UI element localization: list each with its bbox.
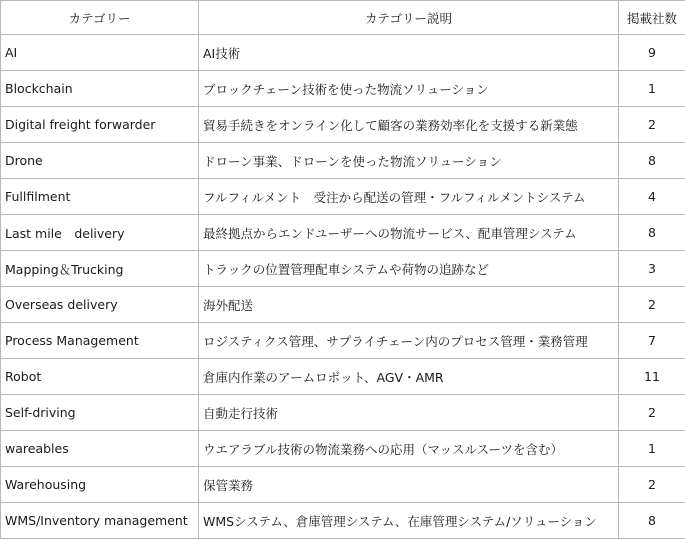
- category-cell: Digital freight forwarder: [1, 107, 199, 143]
- table-row: [1, 71, 685, 107]
- table-row: [1, 287, 685, 323]
- table-row: [1, 395, 685, 431]
- category-cell: Mapping＆Trucking: [1, 251, 199, 287]
- count-cell: 11: [619, 359, 685, 395]
- table-body: [1, 35, 685, 539]
- table-row: [1, 503, 685, 539]
- count-cell: 4: [619, 179, 685, 215]
- table-row: [1, 467, 685, 503]
- table-row: [1, 359, 685, 395]
- category-cell: Blockchain: [1, 71, 199, 107]
- description-cell: トラックの位置管理配車システムや荷物の追跡など: [199, 251, 619, 287]
- category-cell: WMS/Inventory management: [1, 503, 199, 539]
- count-cell: 2: [619, 287, 685, 323]
- count-cell: 9: [619, 35, 685, 71]
- description-cell: WMSシステム、倉庫管理システム、在庫管理システム/ソリューション: [199, 503, 619, 539]
- category-cell: wareables: [1, 431, 199, 467]
- description-cell: ドローン事業、ドローンを使った物流ソリューション: [199, 143, 619, 179]
- category-cell: AI: [1, 35, 199, 71]
- description-cell: フルフィルメント 受注から配送の管理・フルフィルメントシステム: [199, 179, 619, 215]
- category-cell: Last mile delivery: [1, 215, 199, 251]
- header-count: 掲載社数: [619, 1, 685, 35]
- description-cell: 自動走行技術: [199, 395, 619, 431]
- count-cell: 1: [619, 71, 685, 107]
- description-cell: 海外配送: [199, 287, 619, 323]
- table-row: [1, 179, 685, 215]
- description-cell: 最終拠点からエンドユーザーへの物流サービス、配車管理システム: [199, 215, 619, 251]
- count-cell: 7: [619, 323, 685, 359]
- count-cell: 1: [619, 431, 685, 467]
- description-cell: ブロックチェーン技術を使った物流ソリューション: [199, 71, 619, 107]
- count-cell: 8: [619, 503, 685, 539]
- category-cell: Overseas delivery: [1, 287, 199, 323]
- description-cell: AI技術: [199, 35, 619, 71]
- table-row: [1, 215, 685, 251]
- category-cell: Robot: [1, 359, 199, 395]
- count-cell: 2: [619, 395, 685, 431]
- table-row: [1, 107, 685, 143]
- table-header: [1, 1, 685, 35]
- description-cell: 貿易手続きをオンライン化して顧客の業務効率化を支援する新業態: [199, 107, 619, 143]
- description-cell: ウエアラブル技術の物流業務への応用（マッスルスーツを含む）: [199, 431, 619, 467]
- header-row: [1, 1, 685, 35]
- description-cell: 保管業務: [199, 467, 619, 503]
- description-cell: 倉庫内作業のアームロボット、AGV・AMR: [199, 359, 619, 395]
- table-row: [1, 323, 685, 359]
- table-row: [1, 431, 685, 467]
- table-row: [1, 143, 685, 179]
- description-cell: ロジスティクス管理、サプライチェーン内のプロセス管理・業務管理: [199, 323, 619, 359]
- count-cell: 2: [619, 467, 685, 503]
- category-cell: Warehousing: [1, 467, 199, 503]
- count-cell: 2: [619, 107, 685, 143]
- count-cell: 8: [619, 143, 685, 179]
- table-row: [1, 251, 685, 287]
- category-cell: Process Management: [1, 323, 199, 359]
- count-cell: 3: [619, 251, 685, 287]
- header-category: カテゴリー: [1, 1, 199, 35]
- table-row: [1, 35, 685, 71]
- header-description: カテゴリー説明: [199, 1, 619, 35]
- category-cell: Fullfilment: [1, 179, 199, 215]
- category-cell: Self-driving: [1, 395, 199, 431]
- category-cell: Drone: [1, 143, 199, 179]
- count-cell: 8: [619, 215, 685, 251]
